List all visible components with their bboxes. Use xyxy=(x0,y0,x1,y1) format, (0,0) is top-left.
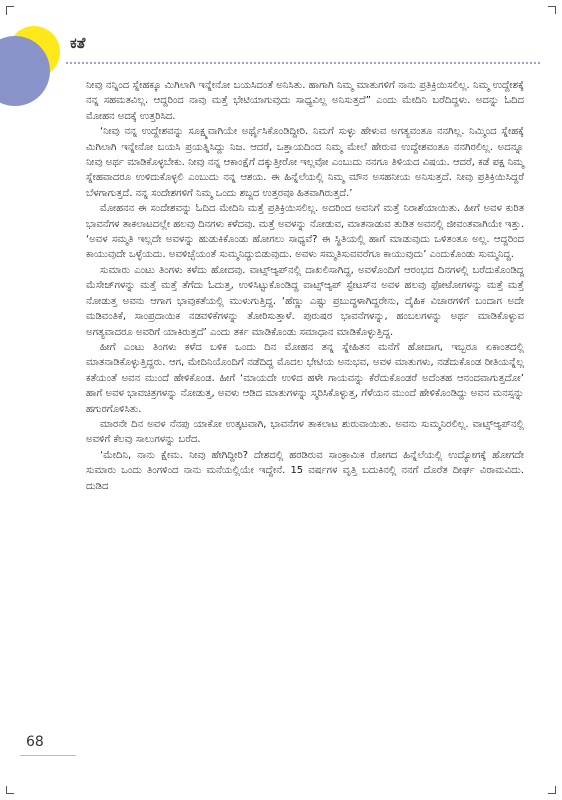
paragraph: ‘ಮೇದಿನಿ, ನಾನು ಕ್ಷೇಮ. ನೀವು ಹೇಗಿದ್ದೀರಿ? ದೇಶದಲ್ಲಿ ಹರಡಿರುವ ಸಾಂಕ್ರಾಮಿಕ ರೋಗದ ಹಿನ್ನೆಲೆಯಲ್ಲಿ ಉದ್ಯೋಗಕ್ಕೆ ಹೋಗದೇ ಸುಮಾರು ಒಂದು ತಿಂಗಳಿಂದ ನಾನು ಮನೆಯಲ್ಲಿಯೇ ಇದ್ದೇನೆ. 15 ವರ್ಷಗಳ ವೃತ್ತಿ ಬದುಕಿನಲ್ಲಿ ನನಗೆ ದೊರೆತ ದೀರ್ಘ ವಿರಾಮವಿದು. ದುಡಿದ xyxy=(86,449,524,492)
crop-mark-bottom-right xyxy=(548,793,556,794)
paragraph: ಸುಮಾರು ಎಂಟು ತಿಂಗಳು ಕಳೆದು ಹೋದವು. ವಾಟ್ಸ್‌ಆ್ಯಪ್‌ನಲ್ಲಿ ದಾಖಲಿಸಾಗಿದ್ದ, ಅವಳೊಂದಿಗೆ ಆರಂಭದ ದಿನಗಳಲ್ಲಿ ಬರೆದುಕೊಂಡಿದ್ದ ಮೆಸೇಜ್‌ಗಳನ್ನು ಮತ್ತೆ ಮತ್ತೆ ತೆಗೆದು ಓದುತ್ತ, ಉಳಿಸಿಟ್ಟುಕೊಂಡಿದ್ದ ವಾಟ್ಸ್‌ಆ್ಯಪ್ ಸ್ಟೇಟಸ್‌ನ ಅವಳ ಹಲವು ಫೋಟೋಗಳನ್ನು ಮತ್ತೆ ಮತ್ತೆ ನೋಡುತ್ತ ಅವನು ಆಗಾಗ ಭಾವುಕತೆಯಲ್ಲಿ ಮುಳುಗುತ್ತಿದ್ದ. ‘ಹೆಣ್ಣು ಎಷ್ಟು ಪ್ರಬುದ್ಧಳಾಗಿದ್ದರೇನು, ದೈಹಿಕ ವಿಚಾರಗಳಿಗೆ ಬಂದಾಗ ಅದೇ ಮಡಿವಂತಿಕೆ, ಸಾಂಪ್ರದಾಯಿಕ ನಡವಳಿಕೆಗಳನ್ನು ತೋರಿಸುತ್ತಾಳೆ. ಪುರುಷರ ಭಾವನೆಗಳನ್ನು, ಹಂಬಲಗಳನ್ನು ಅರ್ಥ ಮಾಡಿಕೊಳ್ಳುವ ಅಗತ್ಯವಾದರೂ ಅವರಿಗೆ ಯಾಕಿರುತ್ತದೆ’ ಎಂದು ತರ್ಕ ಮಾಡಿಕೊಂಡು ಸಮಾಧಾನ ಮಾಡಿಕೊಳ್ಳುತ್ತಿದ್ದ. xyxy=(86,264,524,338)
crop-mark-top-right xyxy=(548,6,556,7)
crop-mark-bottom-left xyxy=(6,793,14,794)
section-title: ಕತೆ xyxy=(70,34,86,52)
page-number: 68 xyxy=(26,734,44,750)
paragraph: ಮಾರನೇ ದಿನ ಅವಳ ನೆನಪು ಯಾಕೋ ಉತ್ಕಟವಾಗಿ, ಭಾವನೆಗಳ ತಾಕಲಾಟ ಶುರುವಾಯಿತು. ಅವನು ಸುಮ್ಮನಿರಲಿಲ್ಲ. ವಾಟ್ಸ್‌ಆ್ಯಪ್‌ನಲ್ಲಿ ಅವಳಿಗೆ ಕೆಲವು ಸಾಲುಗಳನ್ನು ಬರೆದ. xyxy=(86,418,524,446)
story-body xyxy=(86,78,524,494)
paragraph: ‘ನೀವು ನನ್ನ ಉದ್ದೇಶವನ್ನು ಸೂಕ್ಷ್ಮವಾಗಿಯೇ ಅರ್ಥೈಸಿಕೊಂಡಿದ್ದೀರಿ. ನಿಮಗೆ ಸುಳ್ಳು ಹೇಳುವ ಅಗತ್ಯವಂತೂ ನನಗಿಲ್ಲ. ನಿಮ್ಮಿಂದ ಸ್ನೇಹಕ್ಕೆ ಮಿಗಿಲಾಗಿ ಇನ್ನೇನೋ ಬಯಸಿ ಪ್ರಯತ್ನಿಸಿದ್ದು ನಿಜ. ಆದರೆ, ಒತ್ತಾಯದಿಂದ ನಿಮ್ಮ ಮೇಲೆ ಹೇರುವ ಉದ್ದೇಶವಂತೂ ನನಗಿರಲಿಲ್ಲ. ಅದನ್ನೂ ನೀವು ಅರ್ಥ ಮಾಡಿಕೊಳ್ಳಬೇಕು. ನೀವು ನನ್ನ ಆಕಾಂಕ್ಷೆಗೆ ದಕ್ಕುತ್ತೀರೋ ಇಲ್ಲವೋ ಎಂಬುದು ನನಗೂ ತಿಳಿಯದ ವಿಷಯ. ಆದರೆ, ಕಡೆ ಪಕ್ಷ ನಿಮ್ಮ ಸ್ನೇಹವಾದರೂ ಉಳಿದುಕೊಳ್ಳಲಿ ಎಂಬುದು ನನ್ನ ಆಶಯ. ಈ ಹಿನ್ನೆಲೆಯಲ್ಲಿ ನಿಮ್ಮ ಮೌನ ಅಸಹನೀಯ ಅನಿಸುತ್ತದೆ. ನೀವು ಪ್ರತಿಕ್ರಿಯಿಸಿದ್ದರೆ ಬೆಳಗಾಗುತ್ತದೆ. ನನ್ನ ಸಂದೇಶಗಳಿಗೆ ನಿಮ್ಮ ಒಂದು ಶಬ್ದದ ಉತ್ತರವೂ ಹಿತವಾಗಿರುತ್ತದೆ.’ xyxy=(86,126,524,199)
paragraph: ಹೀಗೆ ಎಂಟು ತಿಂಗಳು ಕಳೆದ ಬಳಿಕ ಒಂದು ದಿನ ಮೋಹನ ತನ್ನ ಸ್ನೇಹಿತನ ಮನೆಗೆ ಹೋದಾಗ, ಇಬ್ಬರೂ ಏಕಾಂತದಲ್ಲಿ ಮಾತನಾಡಿಕೊಳ್ಳುತ್ತಿದ್ದರು. ಆಗ, ಮೇದಿನಿಯೊಂದಿಗೆ ನಡೆದಿದ್ದ ಮೊದಲ ಭೇಟಿಯ ಅನುಭವ, ಅವಳ ಮಾತುಗಳು, ನಡೆದುಕೊಂಡ ರೀತಿಯನ್ನೆಲ್ಲ ಕತೆಯಂತೆ ಅವನ ಮುಂದೆ ಹೇಳಿಕೊಂಡ. ಹೀಗೆ ‘ಮಾಯದೇ ಉಳಿದ ಹಳೇ ಗಾಯವನ್ನು ಕೆರೆದುಕೊಂಡರೆ ಅದೆಂತಹ ಆನಂದವಾಗುತ್ತದೋ’ ಹಾಗೆ ಅವಳ ಭಾವಚಿತ್ರಗಳನ್ನು ನೋಡುತ್ತ, ಅವಳು ಆಡಿದ ಮಾತುಗಳನ್ನು ಸ್ಮರಿಸಿಕೊಳ್ಳುತ್ತ, ಗೆಳೆಯನ ಮುಂದೆ ಹೇಳಿಕೊಂಡಿದ್ದು ಅವನ ಮನಸ್ಸನ್ನು ಹಗುರಗೊಳಿಸಿತು. xyxy=(86,341,524,415)
header-dotted-rule xyxy=(66,62,540,64)
crop-mark-top-left xyxy=(6,6,7,15)
crop-mark-top-right xyxy=(555,6,556,14)
paragraph: ಮೋಹನನ ಈ ಸಂದೇಶವನ್ನು ಓದಿದ ಮೇದಿನಿ ಮತ್ತೆ ಪ್ರತಿಕ್ರಿಯಿಸಲಿಲ್ಲ. ಅದರಿಂದ ಅವನಿಗೆ ಮತ್ತೆ ನಿರಾಶೆಯಾಯಿತು. ಹೀಗೆ ಅವಳ ಕುರಿತ ಭಾವನೆಗಳ ತಾಕಲಾಟದಲ್ಲೇ ಹಲವು ದಿನಗಳು ಕಳೆದವು. ಮತ್ತೆ ಅವಳನ್ನು ನೋಡುವ, ಮಾತನಾಡುವ ತುಡಿತ ಅವನಲ್ಲಿ ಜೀವಂತವಾಗಿಯೇ ಇತ್ತು. ‘ಅವಳ ಸಮ್ಮತಿ ಇಲ್ಲದೇ ಅವಳನ್ನು ಹುಡುಕಿಕೊಂಡು ಹೋಗಲು ಸಾಧ್ಯವೆ? ಈ ಸ್ಥಿತಿಯಲ್ಲಿ ಹಾಗೆ ಮಾಡುವುದು ಒಳಿತಂತೂ ಅಲ್ಲ. ಆದ್ದರಿಂದ ಕಾಯುವುದೇ ಒಳ್ಳೆಯದು. ಅವಳಿಚ್ಛೆಯಂತೆ ಸುಮ್ಮನಿದ್ದುಬಿಡುವುದು. ಅವಳು ಸಮ್ಮತಿಸುವವರೆಗೂ ಕಾಯುವುದು’ ಎಂದುಕೊಂಡು ಸುಮ್ಮನಿದ್ದ. xyxy=(86,203,524,261)
footer-rule xyxy=(20,755,76,756)
paragraph: ನೀವು ನನ್ನಿಂದ ಸ್ನೇಹಕ್ಕೂ ಮಿಗಿಲಾಗಿ ಇನ್ನೇನೋ ಬಯಸಿದಂತೆ ಅನಿಸಿತು. ಹಾಗಾಗಿ ನಿಮ್ಮ ಮಾತುಗಳಿಗೆ ನಾನು ಪ್ರತಿಕ್ರಿಯಿಸಲಿಲ್ಲ. ನಿಮ್ಮ ಉದ್ದೇಶಕ್ಕೆ ನನ್ನ ಸಹಮತವಿಲ್ಲ. ಆದ್ದರಿಂದ ನಾವು ಮತ್ತೆ ಭೇಟಿಯಾಗುವುದು ಸಾಧ್ಯವಿಲ್ಲ ಅನಿಸುತ್ತದೆ” ಎಂದು ಮೇದಿನಿ ಬರೆದಿದ್ದಳು. ಅದನ್ನು ಓದಿದ ಮೋಹನ ಅದಕ್ಕೆ ಉತ್ತರಿಸಿದ. xyxy=(86,80,524,122)
crop-mark-top-left xyxy=(6,6,14,7)
